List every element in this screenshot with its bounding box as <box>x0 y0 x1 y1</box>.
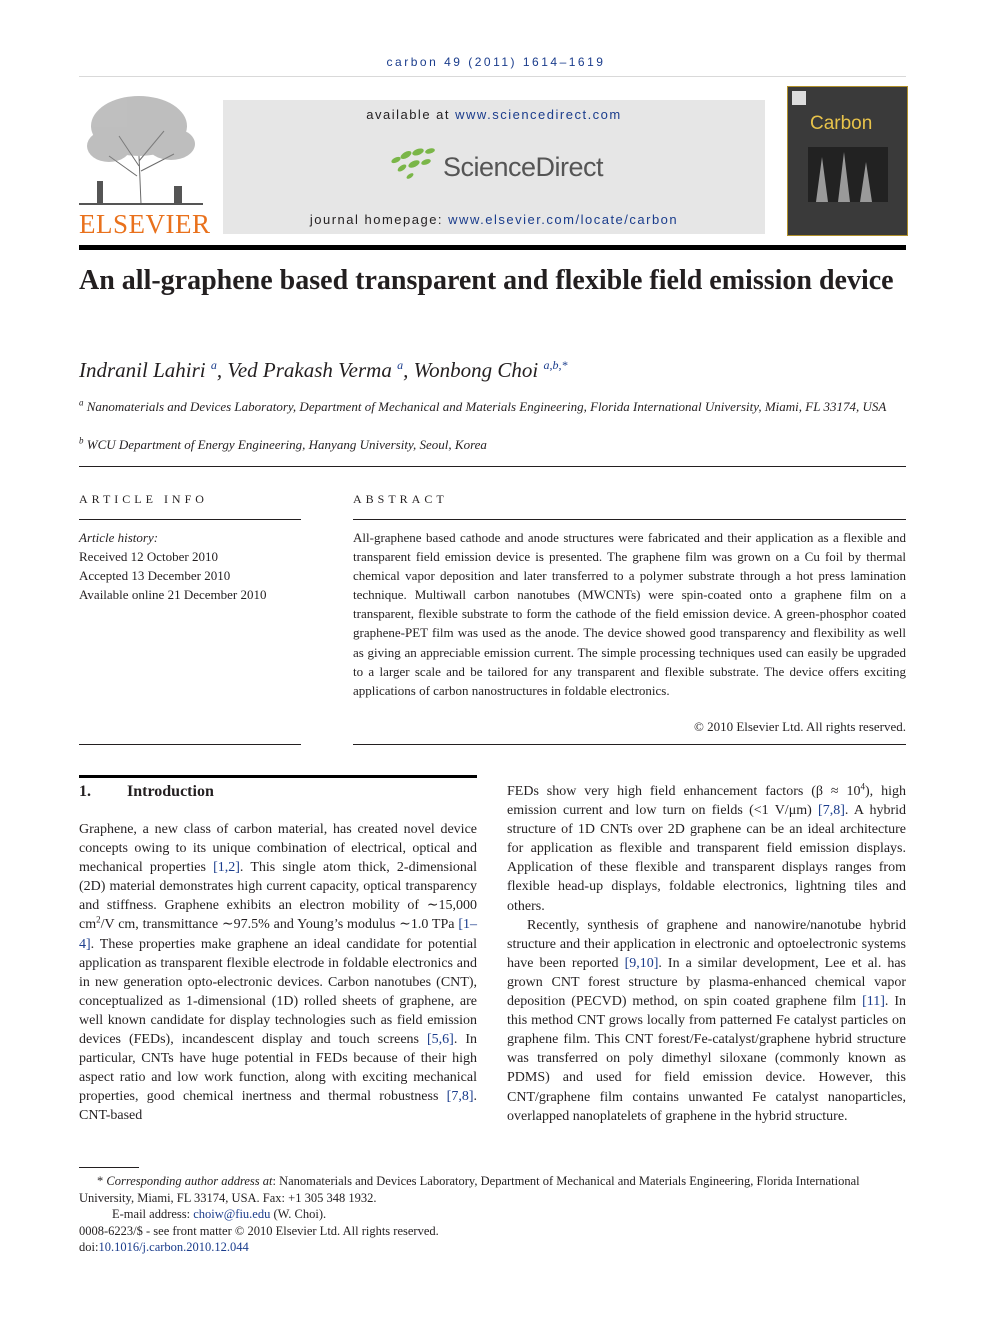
citation-link[interactable]: [1,2] <box>213 860 240 876</box>
divider <box>79 519 301 520</box>
author-list: Indranil Lahiri $^a$, Ved Prakash Verma $^a$, Wonbong Choi $^{a,b,*}$ <box>79 358 568 382</box>
issn-line: 0008-6223/$ - see front matter © 2010 Elsevier Ltd. All rights reserved. <box>79 1224 439 1238</box>
intro-left-column <box>79 820 477 1126</box>
citation-link[interactable]: [7,8] <box>446 1089 474 1105</box>
email-note: E-mail address: choiw@fiu.edu (W. Choi). <box>112 1207 327 1221</box>
elsevier-tree-icon <box>79 86 203 211</box>
article-history <box>79 528 301 604</box>
sciencedirect-link[interactable]: www.sciencedirect.com <box>455 107 622 122</box>
author-affil-link[interactable]: a <box>210 358 217 372</box>
divider <box>79 466 906 467</box>
affiliation-marker: a <box>79 397 84 408</box>
elsevier-wordmark: ELSEVIER <box>79 209 211 239</box>
section-title: Introduction <box>127 783 214 800</box>
available-at-label: available at <box>366 107 451 122</box>
doi-line: doi:10.1016/j.carbon.2010.12.044 <box>79 1240 249 1254</box>
journal-cover[interactable] <box>787 86 908 236</box>
section-rule <box>79 775 477 778</box>
doi-link[interactable]: 10.1016/j.carbon.2010.12.044 <box>98 1240 249 1254</box>
email-link[interactable]: choiw@fiu.edu <box>193 1207 271 1221</box>
author-name: Indranil Lahiri <box>79 358 206 382</box>
author-name: Wonbong Choi <box>413 358 539 382</box>
affiliation-marker: b <box>79 435 84 446</box>
received-date: Received 12 October 2010 <box>79 549 218 564</box>
sciencedirect-wordmark: ScienceDirect <box>443 152 604 182</box>
paragraph: Graphene, a new class of carbon material, has created novel device concepts owing to its unique combination of electrical, optical and mechanical properties [1,2]. This single atom thick, 2-dimensional (2D) material demonstrates high current capacity, optical transparency and stiffness. Graphene exhibits an electron mobility of ∼15,000 $cm^2/V$ cm, transmittance ∼97.5% and Young’s modulus ∼1.0 TPa [1–4]. These properties make graphene an ideal candidate for potential application as transparent flexible electrode in foldable electronics and in new generation opto-electronic devices. Carbon nanotubes (CNT), conceptualized as 1-dimensional (1D) rolled sheets of graphene, are well known candidate for display technologies such as field emission devices (FEDs), incandescent display and touch screens [5,6]. In particular, CNTs have huge potential in FEDs because of their high aspect ratio and low work function, along with exciting mechanical properties, good chemical inertness and thermal robustness [7,8]. CNT-based <box>79 822 477 1124</box>
corresponding-author-note: * Corresponding author address at: Nanomaterials and Devices Laboratory, Department of Mechanical and Materials Engineering, Florida International University, Miami, FL 33174, USA. Fax: +1 305 348 1932. <box>79 1174 860 1205</box>
paragraph: Recently, synthesis of graphene and nanowire/nanotube hybrid structure and their application in electronic and optoelectronic systems have been reported [9,10]. In a similar development, Lee et al. has grown CNT forest structure by plasma-enhanced chemical vapor deposition (PECVD) method, on spin coated graphene film [11]. In this method CNT grows locally from patterned Fe catalyst particles on graphene film. This CNT forest/Fe-catalyst/graphene hybrid structure was transferred on poly dimethyl siloxane (commonly known as PDMS) and used for field emission device. However, this CNT/graphene film contains unwanted Fe catalyst nanoparticles, overlapped nanoplatelets of graphene in the hybrid structure. <box>507 917 907 1124</box>
affiliation-text: Nanomaterials and Devices Laboratory, Department of Mechanical and Materials Engineering, Florida International University, Miami, FL 33174, USA <box>86 399 887 414</box>
abstract-heading: ABSTRACT <box>353 492 448 506</box>
divider <box>353 519 906 520</box>
accepted-date: Accepted 13 December 2010 <box>79 568 231 583</box>
cover-title: Carbon <box>810 113 873 134</box>
elsevier-logo[interactable] <box>79 86 211 239</box>
journal-homepage-line <box>223 212 765 227</box>
cover-image-icon <box>808 147 888 202</box>
paragraph: FEDs show very high field enhancement factors $(\beta \approx 10^4)$, high emission current and low turn on fields (<1 V/μm) [7,8]. A hybrid structure of 1D CNTs over 2D graphene can be an ideal architecture for application as flexible and transparent field emission displays. Application of these flexible and transparent displays ranges from flexible head-up displays, foldable electronics, lightning tiles and others. <box>507 781 907 914</box>
article-info-heading: ARTICLE INFO <box>79 492 208 506</box>
citation-link[interactable]: [7,8] <box>818 803 845 819</box>
sciencedirect-leaf-icon <box>388 146 440 182</box>
header-thick-rule <box>79 245 906 250</box>
section-heading <box>79 783 214 801</box>
citation-link[interactable]: [11] <box>862 994 885 1010</box>
available-at-line <box>223 107 765 122</box>
affiliation <box>79 435 909 454</box>
affiliation <box>79 397 909 416</box>
affiliation-text: WCU Department of Energy Engineering, Hanyang University, Seoul, Korea <box>86 437 487 452</box>
journal-homepage-link[interactable]: www.elsevier.com/locate/carbon <box>448 212 679 227</box>
online-date: Available online 21 December 2010 <box>79 587 267 602</box>
cover-badge-icon <box>792 91 806 105</box>
divider <box>353 744 906 745</box>
author-name: Ved Prakash Verma <box>227 358 392 382</box>
footnote-rule <box>79 1167 139 1168</box>
citation-link[interactable]: [1–4] <box>79 917 477 952</box>
sciencedirect-banner <box>223 100 765 234</box>
citation-link[interactable]: [9,10] <box>624 955 659 971</box>
citation-link[interactable]: [5,6] <box>426 1032 454 1048</box>
history-label: Article history: <box>79 530 159 545</box>
abstract-copyright: © 2010 Elsevier Ltd. All rights reserved. <box>693 719 906 734</box>
journal-homepage-label: journal homepage: <box>309 212 444 227</box>
running-header: carbon 49 (2011) 1614–1619 <box>386 55 606 69</box>
author-affil-link[interactable]: a <box>397 358 404 372</box>
abstract-text: All-graphene based cathode and anode structures were fabricated and their application as a flexible and transparent field emission device is presented. The graphene film was grown on a Cu foil by thermal chemical vapor deposition and later transferred to a polymer substrate through a hot press lamination technique. Multiwall carbon nanotubes (MWCNTs) were spin-coated onto a graphene film on a transparent, flexible substrate to form the cathode of the field emission device. A green-phosphor coated graphene-PET film was used as the anode. The device showed good transparency and flexibility as well as giving an appreciable emission current. The simple processing techniques used can easily be upgraded to a larger scale and be tailored for any transparent and flexible substrate. The device offers exciting applications of carbon nanostructures in foldable electronics. <box>353 530 906 698</box>
intro-right-column <box>507 782 906 1126</box>
divider <box>79 744 301 745</box>
section-number: 1. <box>79 783 91 800</box>
author-affil-link[interactable]: a,b,* <box>543 358 568 372</box>
article-title: An all-graphene based transparent and flexible field emission device <box>79 265 894 296</box>
header-divider <box>79 76 906 77</box>
